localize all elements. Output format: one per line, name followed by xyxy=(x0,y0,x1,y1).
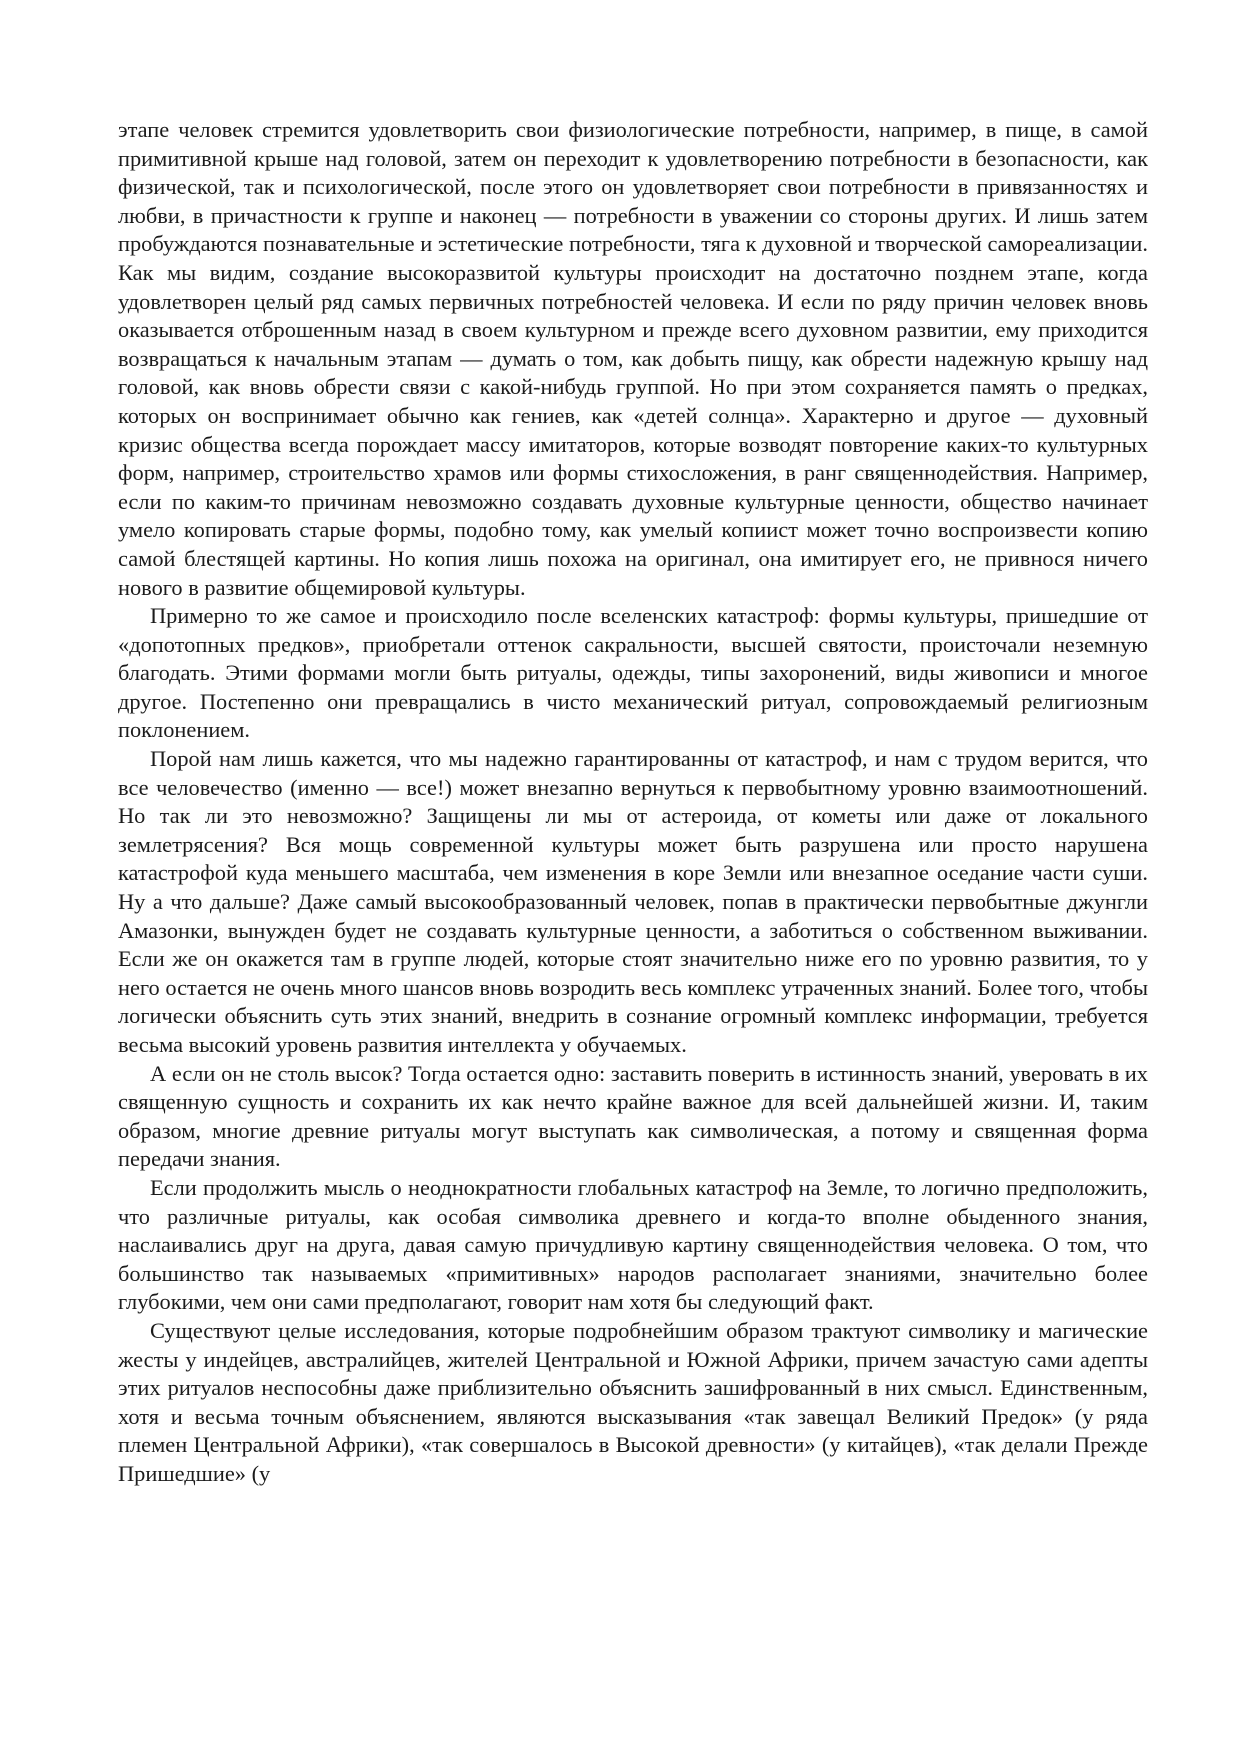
paragraph-1: этапе человек стремится удовлетворить свои физиологические потребности, например, в пище, в самой примитивной крыше над головой, затем он переходит к удовлетворению потребности в безопасности, как физической, так и психологической, после этого он удовлетворяет свои потребности в привязанностях и любви, в причастности к группе и наконец — потребности в уважении со стороны других. И лишь затем пробуждаются познавательные и эстетические потребности, тяга к духовной и творческой самореализации. Как мы видим, создание высокоразвитой культуры происходит на достаточно позднем этапе, когда удовлетворен целый ряд самых первичных потребностей человека. И если по ряду причин человек вновь оказывается отброшенным назад в своем культурном и прежде всего духовном развитии, ему приходится возвращаться к начальным этапам — думать о том, как добыть пищу, как обрести надежную крышу над головой, как вновь обрести связи с какой-нибудь группой. Но при этом сохраняется память о предках, которых он воспринимает обычно как гениев, как «детей солнца». Характерно и другое — духовный кризис общества всегда порождает массу имитаторов, которые возводят повторение каких-то культурных форм, например, строительство храмов или формы стихосложения, в ранг священнодействия. Например, если по каким-то причинам невозможно создавать духовные культурные ценности, общество начинает умело копировать старые формы, подобно тому, как умелый копиист может точно воспроизвести копию самой блестящей картины. Но копия лишь похожа на оригинал, она имитирует его, не привнося ничего нового в развитие общемировой культуры. xyxy=(118,117,1148,600)
paragraph-2: Примерно то же самое и происходило после вселенских катастроф: формы культуры, пришедшие от «допотопных предков», приобретали оттенок сакральности, высшей святости, происточали неземную благодать. Этими формами могли быть ритуалы, одежды, типы захоронений, виды живописи и многое другое. Постепенно они превращались в чисто механический ритуал, сопровождаемый религиозным поклонением. xyxy=(118,603,1148,743)
paragraph-6: Существуют целые исследования, которые подробнейшим образом трактуют символику и магические жесты у индейцев, австралийцев, жителей Центральной и Южной Африки, причем зачастую сами адепты этих ритуалов неспособны даже приблизительно объяснить зашифрованный в них смысл. Единственным, хотя и весьма точным объяснением, являются высказывания «так завещал Великий Предок» (у ряда племен Центральной Африки), «так совершалось в Высокой древности» (у китайцев), «так делали Прежде Пришедшие» (у xyxy=(118,1317,1148,1486)
paragraph-4: А если он не столь высок? Тогда остается одно: заставить поверить в истинность знаний, уверовать в их священную сущность и сохранить их как нечто крайне важное для всей дальнейшей жизни. И, таким образом, многие древние ритуалы могут выступать как символическая, а потому и священная форма передачи знания. xyxy=(118,1060,1148,1172)
paragraph-5: Если продолжить мысль о неоднократности глобальных катастроф на Земле, то логично предположить, что различные ритуалы, как особая символика древнего и когда-то вполне обыденного знания, наслаивались друг на друга, давая самую причудливую картину священнодействия человека. О том, что большинство так называемых «примитивных» народов располагает знаниями, значительно более глубокими, чем они сами предполагают, говорит нам хотя бы следующий факт. xyxy=(118,1174,1148,1315)
paragraph-3: Порой нам лишь кажется, что мы надежно гарантированны от катастроф, и нам с трудом верится, что все человечество (именно — все!) может внезапно вернуться к первобытному уровню взаимоотношений. Но так ли это невозможно? Защищены ли мы от астероида, от кометы или даже от локального землетрясения? Вся мощь современной культуры может быть разрушена или просто нарушена катастрофой куда меньшего масштаба, чем изменения в коре Земли или внезапное оседание части суши. Ну а что дальше? Даже самый высокообразованный человек, попав в практически первобытные джунгли Амазонки, вынужден будет не создавать культурные ценности, а заботиться о собственном выживании. Если же он окажется там в группе людей, которые стоят значительно ниже его по уровню развития, то у него остается не очень много шансов вновь возродить весь комплекс утраченных знаний. Более того, чтобы логически объяснить суть этих знаний, внедрить в сознание огромный комплекс информации, требуется весьма высокий уровень развития интеллекта у обучаемых. xyxy=(118,746,1148,1057)
document-page xyxy=(118,116,1148,1489)
